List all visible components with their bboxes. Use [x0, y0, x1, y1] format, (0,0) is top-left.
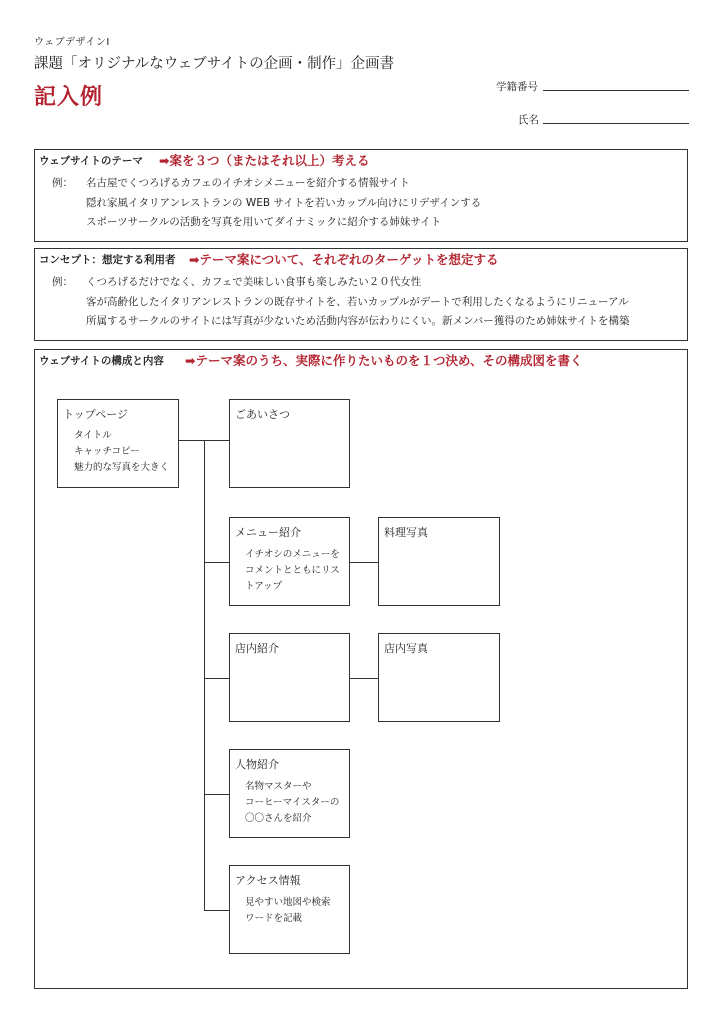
box-title: 店内紹介 — [235, 642, 279, 655]
concept-line-3: 所属するサークルのサイトには写真が少ないため活動内容が伝わりにくい。新メンバー獲得のため姉妹サイトを構築 — [86, 315, 630, 327]
box-title: トップページ — [63, 408, 129, 421]
box-item: 名物マスターや — [245, 781, 312, 792]
structure-instruction: ➡テーマ案のうち、実際に作りたいものを１つ決め、その構成図を書く — [185, 353, 583, 368]
box-item: タイトル — [74, 430, 112, 441]
box-item: 見やすい地図や検索 — [245, 897, 331, 908]
connector-menu — [204, 562, 229, 563]
structure-heading: ウェブサイトの構成と内容 — [39, 355, 164, 367]
concept-heading: コンセプト：想定する利用者 — [39, 254, 176, 266]
box-menu — [229, 517, 350, 606]
theme-line-2: 隠れ家風イタリアンレストランの WEB サイトを若いカップル向けにリデザインする — [86, 197, 482, 209]
box-item: 魅力的な写真を大きく — [74, 462, 170, 473]
box-title: ごあいさつ — [235, 408, 290, 421]
box-item: コーヒーマイスターの — [245, 797, 340, 808]
student-id-field[interactable] — [543, 90, 689, 91]
box-dish-photos — [378, 517, 500, 606]
theme-line-3: スポーツサークルの活動を写真を用いてダイナミックに紹介する姉妹サイト — [86, 216, 442, 228]
theme-section — [34, 149, 688, 242]
box-item: イチオシのメニューを — [245, 549, 340, 560]
box-title: アクセス情報 — [235, 874, 301, 887]
concept-section — [34, 248, 688, 341]
connector-dish-photos — [349, 562, 379, 563]
course-name: ウェブデザインⅠ — [34, 37, 110, 48]
concept-instruction: ➡テーマ案について、それぞれのターゲットを想定する — [189, 252, 499, 267]
connector-interior-photos — [349, 678, 379, 679]
example-label: 記入例 — [34, 85, 104, 110]
box-item: トアップ — [245, 581, 283, 592]
box-access — [229, 865, 350, 954]
student-id-label: 学籍番号 — [496, 81, 538, 93]
box-item: 〇〇さんを紹介 — [245, 813, 312, 824]
box-interior-photos — [378, 633, 500, 722]
box-title: メニュー紹介 — [235, 526, 301, 539]
name-field[interactable] — [543, 123, 689, 124]
box-item: ワードを記載 — [245, 913, 303, 924]
box-title: 店内写真 — [384, 642, 428, 655]
theme-example-label: 例： — [52, 177, 73, 189]
theme-heading: ウェブサイトのテーマ — [39, 155, 143, 167]
document-title: 課題「オリジナルなウェブサイトの企画・制作」企画書 — [34, 56, 395, 72]
box-title: 人物紹介 — [235, 758, 279, 771]
connector-access — [204, 910, 229, 911]
concept-line-1: くつろげるだけでなく、カフェで美味しい食事も楽しみたい２０代女性 — [86, 276, 422, 288]
name-label: 氏名 — [518, 114, 539, 126]
box-item: コメントとともにリス — [245, 565, 340, 576]
connector-trunk — [204, 440, 205, 910]
concept-line-2: 客が高齢化したイタリアンレストランの既存サイトを、若いカップルがデートで利用したくなるようにリニューアル — [86, 296, 629, 308]
concept-example-label: 例： — [52, 276, 73, 288]
connector-people — [204, 794, 229, 795]
theme-instruction: ➡案を３つ（またはそれ以上）考える — [159, 153, 370, 168]
box-top-page — [57, 399, 179, 488]
box-interior — [229, 633, 350, 722]
connector-interior — [204, 678, 229, 679]
box-item: キャッチコピー — [74, 446, 140, 457]
box-title: 料理写真 — [384, 526, 428, 539]
box-greeting — [229, 399, 350, 488]
theme-line-1: 名古屋でくつろげるカフェのイチオシメニューを紹介する情報サイト — [86, 177, 410, 189]
box-people — [229, 749, 350, 838]
